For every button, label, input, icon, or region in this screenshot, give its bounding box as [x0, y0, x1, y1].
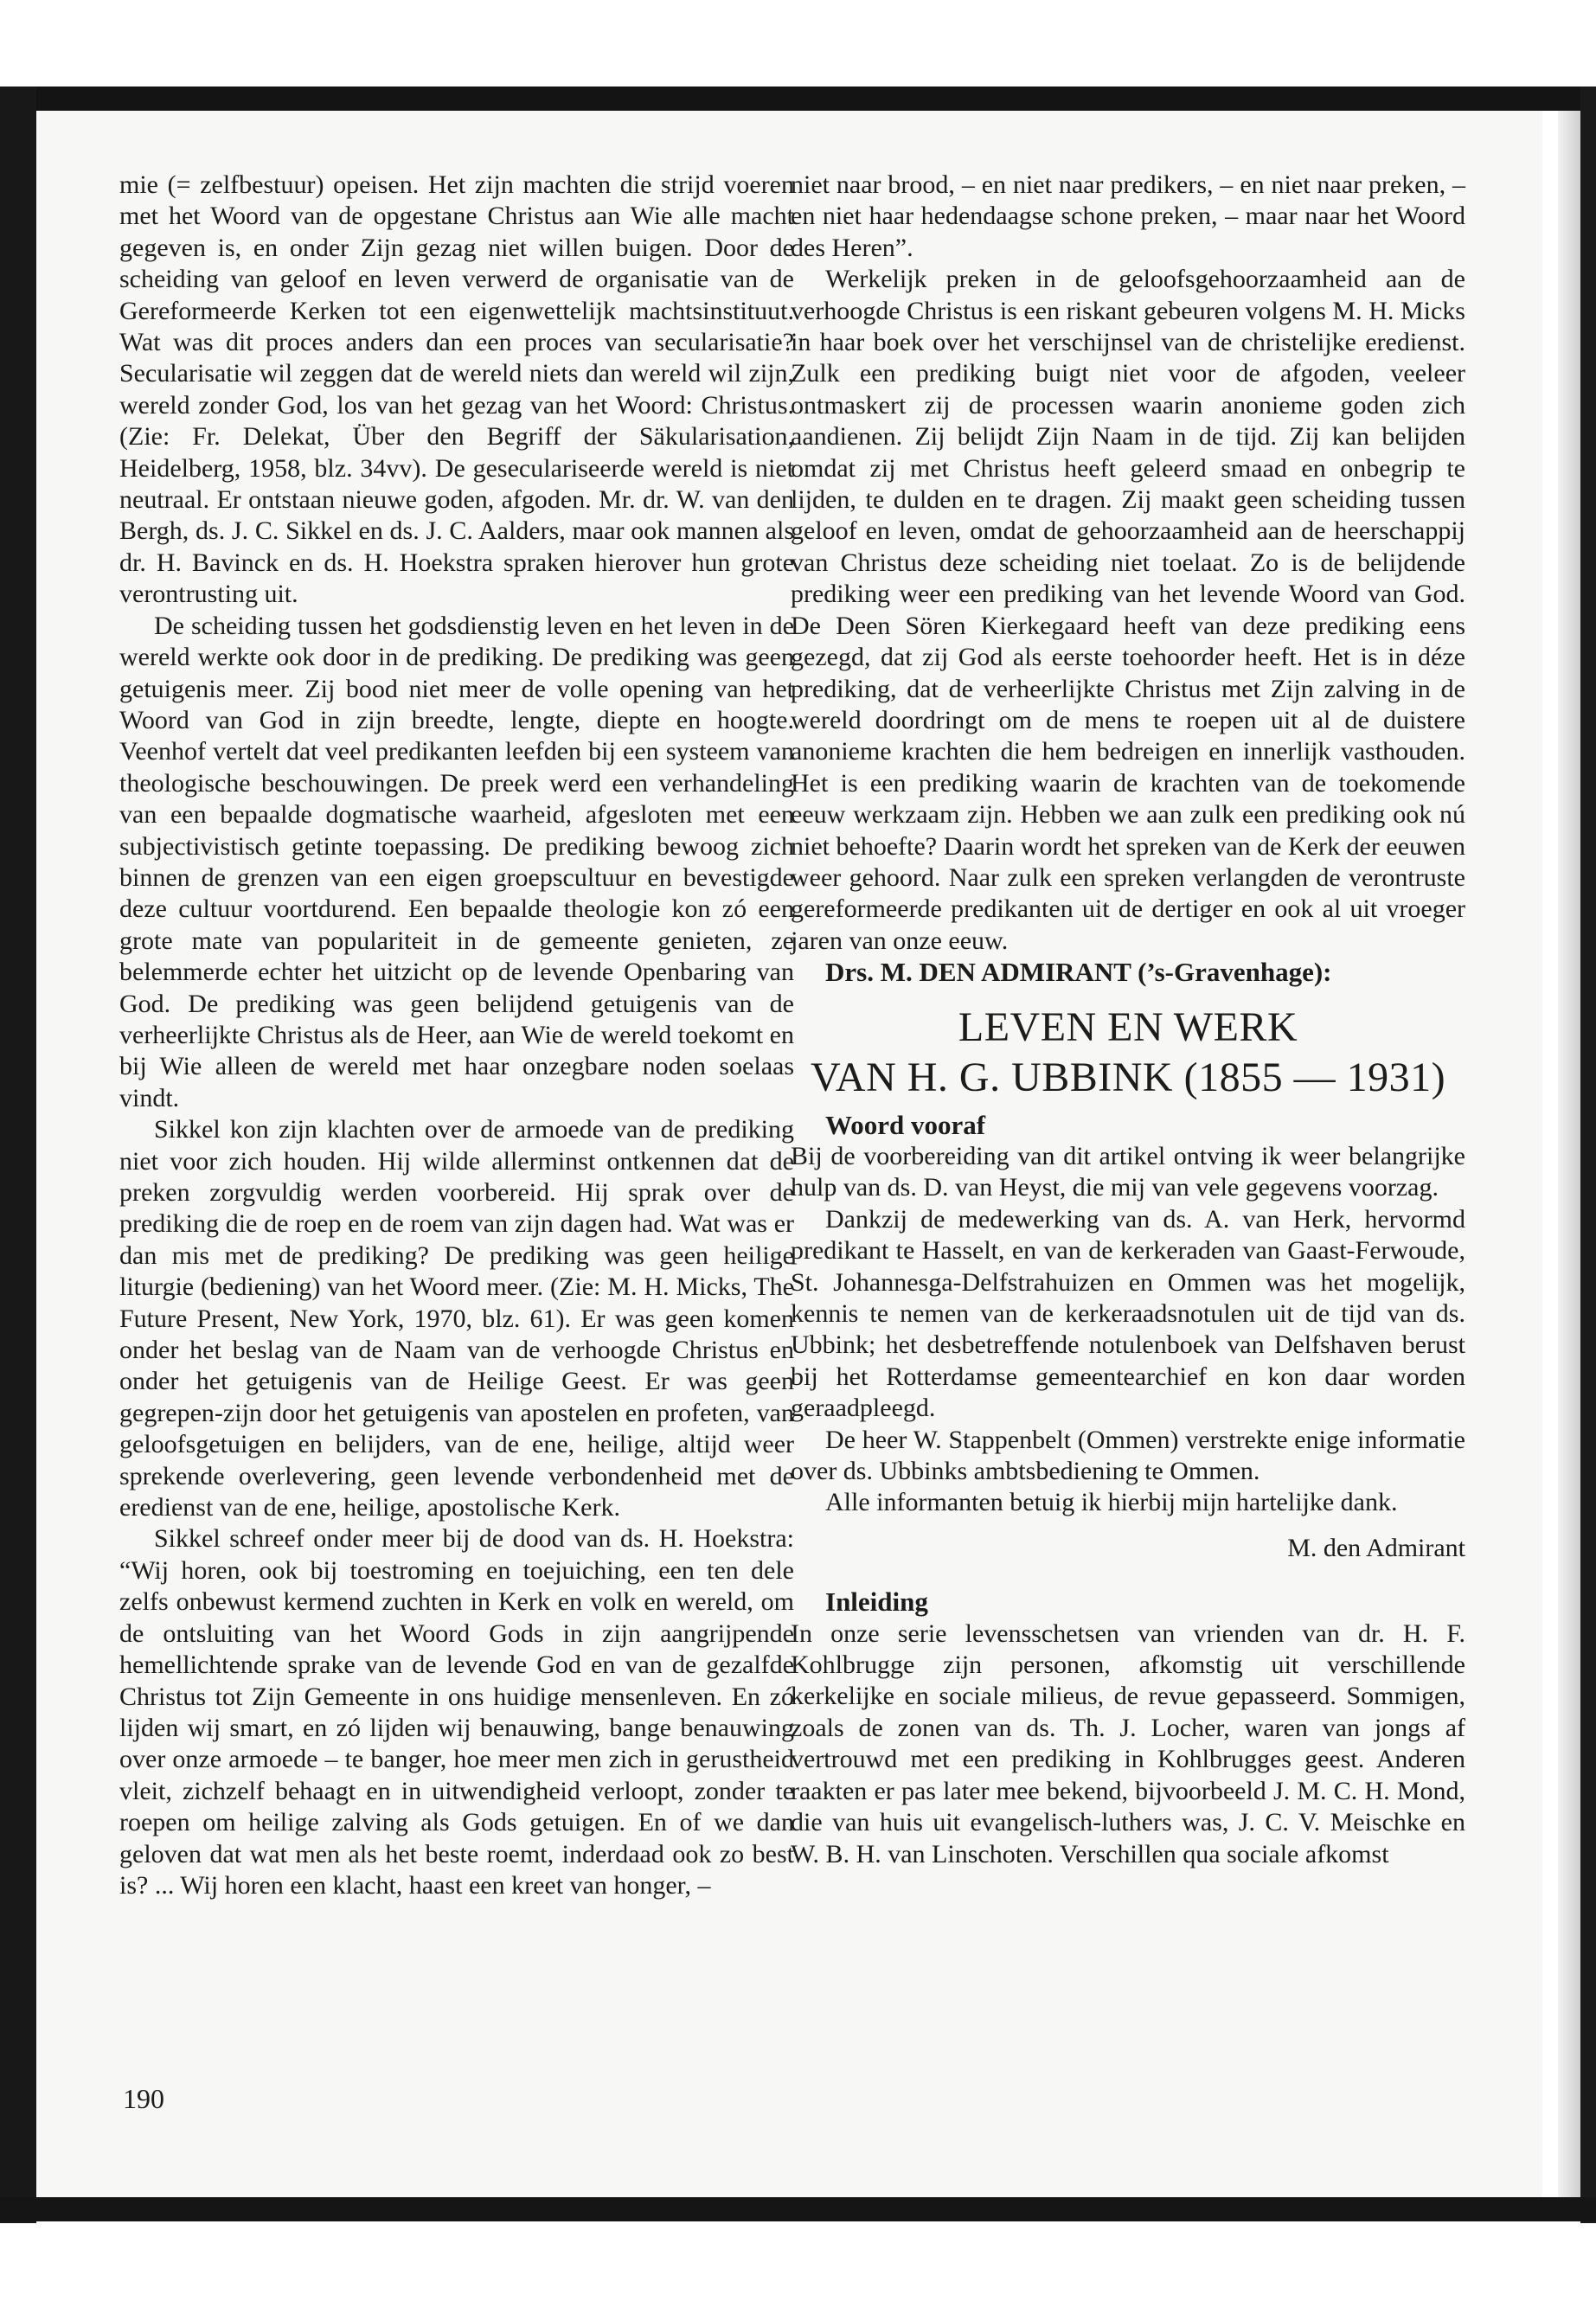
article-title-line-2: VAN H. G. UBBINK (1855 — 1931) [810, 1054, 1446, 1100]
left-paragraph-1: mie (= zelfbestuur) opeisen. Het zijn machten die strijd voeren met het Woord van de opgestane Christus aan Wie alle macht gegeven is, en onder Zijn gezag niet willen buigen. Door de scheiding van geloof en leven verwerd de organisatie van de Gereformeerde Kerken tot een eigenwettelijk machtsinstituut. Wat was dit proces anders dan een proces van secularisatie? Secularisatie wil zeggen dat de wereld niets dan wereld wil zijn, wereld zonder God, los van het gezag van het Woord: Christus. (Zie: Fr. Delekat, Über den Begriff der Säkularisation, Heidelberg, 1958, blz. 34vv). De geseculariseerde wereld is niet neutraal. Er ontstaan nieuwe goden, afgoden. Mr. dr. W. van den Bergh, ds. J. C. Sikkel en ds. J. C. Aalders, maar ook mannen als dr. H. Bavinck en ds. H. Hoekstra spraken hierover hun grote verontrusting uit. [119, 170, 794, 609]
article-title-line-1: LEVEN EN WERK [958, 1003, 1298, 1050]
scan-border-left [0, 87, 36, 2223]
left-paragraph-2: De scheiding tussen het godsdienstig leven en het leven in de wereld werkte ook door in de prediking. De prediking was geen getuigenis meer. Zij bood niet meer de volle opening van het Woord van God in zijn breedte, lengte, diepte en hoogte. Veenhof vertelt dat veel predikanten leefden bij een systeem van theologische beschouwingen. De preek werd een verhandeling van een bepaalde dogmatische waarheid, afgesloten met een subjectivistisch getinte toepassing. De prediking bewoog zich binnen de grenzen van een eigen groepscultuur en bevestigde deze cultuur voortdurend. Een bepaalde theologie kon zó een grote mate van populariteit in de gemeente genieten, ze belemmerde echter het uitzicht op de levende Openbaring van God. De prediking was geen belijdend getuigenis van de verheerlijkte Christus als de Heer, aan Wie de wereld toekomt en bij Wie alleen de wereld met haar onzegbare noden soelaas vindt. [119, 611, 794, 1112]
scan-border-right [1580, 87, 1596, 2223]
article-author: Drs. M. DEN ADMIRANT (’s-Gravenhage): [825, 957, 1332, 988]
inleiding-paragraph: In onze serie levensschetsen van vrienden van dr. H. F. Kohlbrugge zijn personen, afkomstig uit verschillende kerkelijke en sociale milieus, de revue gepasseerd. Sommigen, zoals de zonen van ds. Th. J. Locher, waren van jongs af vertrouwd met een prediking in Kohlbrugges geest. Anderen raakten er pas later mee bekend, bijvoorbeeld J. M. C. H. Mond, die van huis uit evangelisch-luthers was, J. C. V. Meischke en W. B. H. van Linschoten. Verschillen qua sociale afkomst [791, 1618, 1465, 1868]
woord-vooraf-paragraph-3: De heer W. Stappenbelt (Ommen) verstrekte enige informatie over ds. Ubbinks ambtsbediening te Ommen. [791, 1425, 1465, 1486]
right-paragraph-2: Werkelijk preken in de geloofsgehoorzaamheid aan de verhoogde Christus is een riskant gebeuren volgens M. H. Micks in haar boek over het verschijnsel van de christelijke eredienst. Zulk een prediking buigt niet voor de afgoden, veeleer ontmaskert zij de processen waarin anonieme goden zich aandienen. Zij belijdt Zijn Naam in de tijd. Zij kan belijden omdat zij met Christus heeft geleerd smaad en onbegrip te lijden, te dulden en te dragen. Zij maakt geen scheiding tussen geloof en leven, omdat de gehoorzaamheid aan de heerschappij van Christus deze scheiding niet toelaat. Zo is de belijdende prediking weer een prediking van het levende Woord van God. De Deen Sören Kierkegaard heeft van deze prediking eens gezegd, dat zij God als eerste toehoorder heeft. Het is in déze prediking, dat de verheerlijkte Christus met Zijn zalving in de wereld doordringt om de mens te roepen uit al de duistere anonieme krachten die hem bedreigen en innerlijk vasthouden. Het is een prediking waarin de krachten van de toekomende eeuw werkzaam zijn. Hebben we aan zulk een prediking ook nú niet behoefte? Daarin wordt het spreken van de Kerk der eeuwen weer gehoord. Naar zulk een spreken verlangden de verontruste gereformeerde predikanten uit de dertiger en ook al uit vroeger jaren van onze eeuw. [791, 265, 1465, 955]
left-column [119, 170, 794, 1901]
section-heading-inleiding: Inleiding [825, 1586, 928, 1618]
section-heading-woord-vooraf: Woord vooraf [825, 1109, 986, 1140]
woord-vooraf-paragraph-4: Alle informanten betuig ik hierbij mijn hartelijke dank. [825, 1488, 1398, 1517]
scan-border-top [0, 87, 1596, 111]
woord-vooraf-paragraph-1: Bij de voorbereiding van dit artikel ontving ik weer belangrijke hulp van ds. D. van Heyst, die mij van vele gegevens voorzag. [791, 1141, 1465, 1202]
journal-page [36, 111, 1542, 2197]
left-paragraph-3: Sikkel kon zijn klachten over de armoede van de prediking niet voor zich houden. Hij wilde allerminst ontkennen dat de preken zorgvuldig werden voorbereid. Hij sprak over de prediking die de roep en de roem van zijn dagen had. Wat was er dan mis met de prediking? De prediking was geen heilige liturgie (bediening) van het Woord meer. (Zie: M. H. Micks, The Future Present, New York, 1970, blz. 61). Er was geen komen onder het beslag van de Naam van de verhoogde Christus en onder het getuigenis van de Heilige Geest. Er was geen gegrepen-zijn door het getuigenis van apostelen en profeten, van geloofsgetuigen en belijders, van de ene, heilige, altijd weer sprekende overlevering, geen levende verbondenheid met de eredienst van de ene, heilige, apostolische Kerk. [119, 1115, 794, 1522]
left-paragraph-4: Sikkel schreef onder meer bij de dood van ds. H. Hoekstra: “Wij horen, ook bij toestroming en toejuiching, een ten dele zelfs onbewust kermend zuchten in Kerk en volk en wereld, om de ontsluiting van het Woord Gods in zijn aangrijpende hemellichtende sprake van de levende God en van de gezalfde Christus tot Zijn Gemeente in ons huidige mensenleven. En zó lijden wij smart, en zó lijden wij benauwing, bange benauwing over onze armoede – te banger, hoe meer men zich in gerustheid vleit, zichzelf behaagt en in uitwendigheid verloopt, zonder te roepen om heilige zalving als Gods getuigen. En of we dan geloven dat wat men als het beste roemt, inderdaad ook zo best is? ... Wij horen een klacht, haast een kreet van honger, – [119, 1524, 794, 1900]
page-edge-shadow [1558, 111, 1580, 2213]
right-paragraph-1: niet naar brood, – en niet naar predikers, – en niet naar preken, – en niet haar hedendaagse schone preken, – maar naar het Woord des Heren”. [791, 170, 1465, 262]
signature: M. den Admirant [1287, 1533, 1465, 1562]
page-number: 190 [123, 2083, 164, 2114]
scan-border-bottom [0, 2197, 1596, 2221]
right-column [791, 170, 1465, 1870]
woord-vooraf-paragraph-2: Dankzij de medewerking van ds. A. van Herk, hervormd predikant te Hasselt, en van de kerkeraden van Gaast-Ferwoude, St. Johannesga-Delfstrahuizen en Ommen was het mogelijk, kennis te nemen van de kerkeraadsnotulen uit de tijd van ds. Ubbink; het desbetreffende notulenboek van Delfshaven berust bij het Rotterdamse gemeentearchief en kon daar worden geraadpleegd. [791, 1204, 1465, 1423]
article-title [791, 1003, 1465, 1103]
